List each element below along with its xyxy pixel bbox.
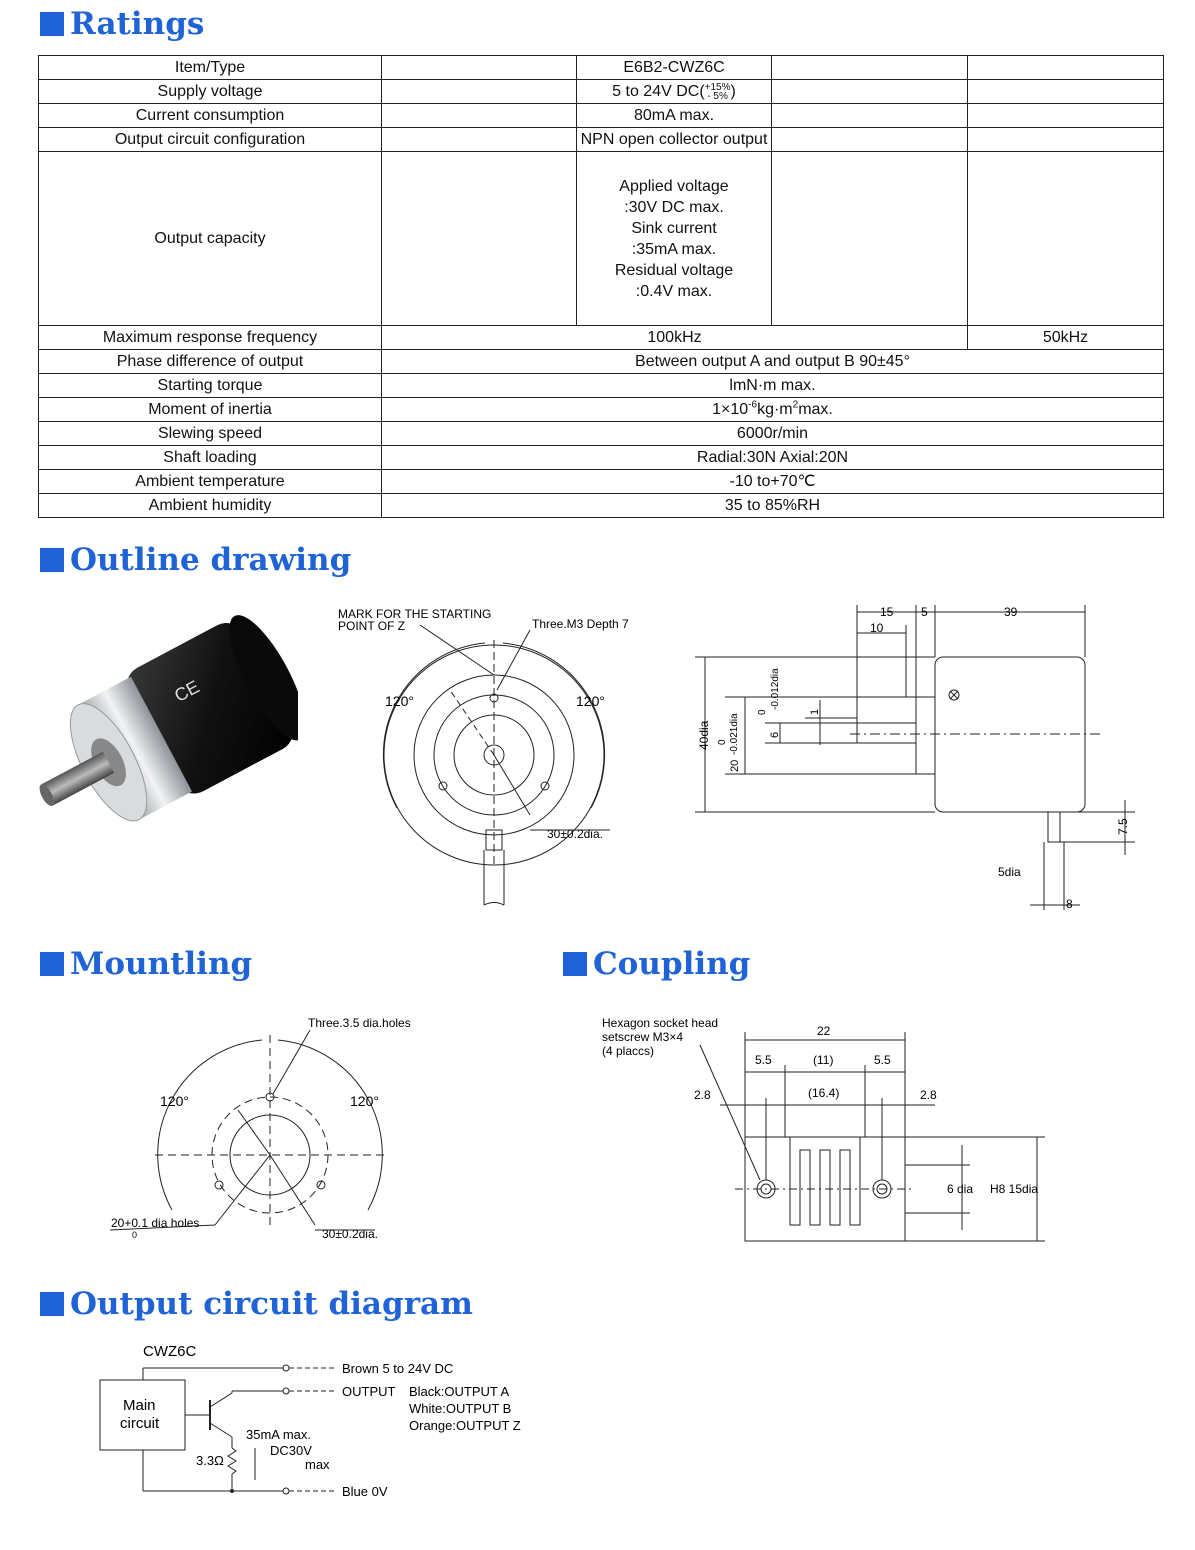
- row-label: Shaft loading: [39, 446, 382, 470]
- empty-cell: [772, 104, 968, 128]
- row-label: Output circuit configuration: [39, 128, 382, 152]
- row-value: [382, 398, 1164, 422]
- dim-5-5b: 5.5: [874, 1053, 891, 1067]
- row-label: Phase difference of output: [39, 350, 382, 374]
- ratings-heading: [40, 6, 204, 42]
- table-row: [39, 128, 1164, 152]
- dim-39: 39: [1004, 605, 1018, 619]
- main-label-1: Main: [123, 1397, 156, 1414]
- mount-pcd-label: 30±0.2dia.: [322, 1227, 378, 1241]
- table-row: [39, 470, 1164, 494]
- row-value: Radial:30N Axial:20N: [382, 446, 1164, 470]
- capacity-line: Residual voltage: [614, 261, 734, 279]
- row-label: Maximum response frequency: [39, 326, 382, 350]
- supply-voltage-text: 5 to 24V DC(: [612, 83, 705, 100]
- row-value: 100kHz: [382, 326, 968, 350]
- ratings-table: [38, 55, 1164, 518]
- circuit-heading-text: Output circuit diagram: [70, 1286, 473, 1322]
- table-row: [39, 152, 1164, 326]
- row-label: Item/Type: [39, 56, 382, 80]
- dim-6dia: 6 dia: [947, 1182, 974, 1196]
- dim-5-5a: 5.5: [755, 1053, 772, 1067]
- dim-10: 10: [870, 621, 884, 635]
- mount-angle-left: 120°: [160, 1093, 189, 1109]
- encoder-photo: [38, 610, 298, 860]
- empty-cell: [772, 128, 968, 152]
- empty-cell: [772, 56, 968, 80]
- circuit-heading: [40, 1286, 473, 1322]
- ratings-heading-text: Ratings: [70, 6, 205, 42]
- dim-20-tol-bottom: -0.021dia: [729, 713, 740, 755]
- table-row: [39, 398, 1164, 422]
- current-label: 35mA max.: [246, 1427, 312, 1442]
- empty-cell: [968, 56, 1164, 80]
- empty-cell: [382, 104, 577, 128]
- dim-6-tol-bottom: -0.012dia: [770, 668, 781, 710]
- row-value: -10 to+70℃: [382, 470, 1164, 494]
- ce-mark: CE: [171, 676, 203, 706]
- inertia-exp: -6: [748, 399, 758, 411]
- empty-cell: [968, 80, 1164, 104]
- screw-label-3: (4 placcs): [602, 1044, 655, 1058]
- outline-front-view: [330, 600, 640, 910]
- dim-2-8b: 2.8: [920, 1088, 937, 1102]
- mounting-heading-text: Mountling: [70, 946, 253, 982]
- row-label: Moment of inertia: [39, 398, 382, 422]
- empty-cell: [382, 56, 577, 80]
- mounting-drawing: [100, 1010, 430, 1250]
- dim-16-4: (16.4): [808, 1086, 840, 1100]
- dim-5dia: 5dia: [998, 865, 1021, 879]
- row-label: Supply voltage: [39, 80, 382, 104]
- blue-label: Blue 0V: [342, 1484, 388, 1499]
- table-row: [39, 350, 1164, 374]
- empty-cell: [382, 80, 577, 104]
- bore-label: 20+0.1 dia holes: [111, 1216, 200, 1230]
- coupling-heading: [563, 946, 750, 982]
- dim-2-8a: 2.8: [694, 1088, 711, 1102]
- mounting-heading: [40, 946, 252, 982]
- row-value-2: 50kHz: [968, 326, 1164, 350]
- dim-20: 20: [729, 759, 741, 772]
- heading-square-icon: [40, 1292, 64, 1316]
- dim-11: (11): [813, 1053, 834, 1067]
- row-label: Starting torque: [39, 374, 382, 398]
- dim-22: 22: [817, 1024, 831, 1038]
- row-label: Ambient temperature: [39, 470, 382, 494]
- outline-heading-text: Outline drawing: [70, 542, 352, 578]
- pcd-label: 30±0.2dia.: [547, 827, 603, 841]
- inertia-a: 1×10: [712, 401, 749, 418]
- mark-label-1: MARK FOR THE STARTING: [338, 607, 492, 621]
- output-label: OUTPUT: [342, 1384, 396, 1399]
- max-label: max: [305, 1457, 330, 1472]
- row-label: Current consumption: [39, 104, 382, 128]
- capacity-line: :35mA max.: [631, 240, 717, 258]
- screw-label-1: Hexagon socket head: [602, 1016, 719, 1030]
- empty-cell: [772, 80, 968, 104]
- row-value: 35 to 85%RH: [382, 494, 1164, 518]
- orange-label: Orange:OUTPUT Z: [409, 1418, 521, 1433]
- table-row: [39, 326, 1164, 350]
- table-row: [39, 104, 1164, 128]
- brown-label: Brown 5 to 24V DC: [342, 1361, 454, 1376]
- outline-side-view: [690, 600, 1160, 915]
- heading-square-icon: [40, 12, 64, 36]
- row-label: Output capacity: [39, 152, 382, 326]
- dim-1: 1: [809, 708, 821, 715]
- row-value: 80mA max.: [577, 104, 772, 128]
- outline-heading: [40, 542, 351, 578]
- black-label: Black:OUTPUT A: [409, 1384, 510, 1399]
- resistor-label: 3.3Ω: [196, 1453, 224, 1468]
- tolerance-bottom: - 5%: [707, 90, 728, 102]
- dim-h8: H8 15dia: [990, 1182, 1039, 1196]
- voltage-label: DC30V: [270, 1443, 312, 1458]
- heading-square-icon: [563, 952, 587, 976]
- empty-cell: [382, 128, 577, 152]
- empty-cell: [968, 104, 1164, 128]
- inertia-b: kg·m: [757, 401, 793, 418]
- circuit-model: CWZ6C: [143, 1343, 197, 1360]
- screw-label-2: setscrew M3×4: [602, 1030, 684, 1044]
- coupling-heading-text: Coupling: [593, 946, 751, 982]
- dim-7-5: 7.5: [1116, 818, 1130, 835]
- mount-holes-label: Three.3.5 dia.holes: [308, 1016, 411, 1030]
- dim-6-tol-top: 0: [757, 709, 768, 715]
- circuit-diagram: [90, 1335, 550, 1505]
- bore-tol: 0: [132, 1230, 138, 1240]
- table-row: [39, 446, 1164, 470]
- empty-cell: [382, 152, 577, 326]
- holes-label: Three.M3 Depth 7: [532, 617, 629, 631]
- row-label: Ambient humidity: [39, 494, 382, 518]
- empty-cell: [772, 152, 968, 326]
- table-row: [39, 494, 1164, 518]
- row-value: E6B2-CWZ6C: [577, 56, 772, 80]
- row-value: 6000r/min: [382, 422, 1164, 446]
- capacity-line: Sink current: [631, 219, 717, 237]
- tolerance-fraction: [705, 83, 731, 101]
- dim-15: 15: [880, 605, 894, 619]
- row-value: NPN open collector output: [577, 128, 772, 152]
- table-row: [39, 374, 1164, 398]
- dim-5: 5: [921, 605, 928, 619]
- angle-right: 120°: [576, 693, 605, 709]
- heading-square-icon: [40, 548, 64, 572]
- capacity-line: :30V DC max.: [624, 198, 724, 216]
- row-value: Between output A and output B 90±45°: [382, 350, 1164, 374]
- main-label-2: circuit: [120, 1415, 160, 1432]
- inertia-sq: 2: [792, 399, 799, 411]
- capacity-line: :0.4V max.: [635, 282, 713, 300]
- dim-8: 8: [1066, 897, 1073, 911]
- coupling-drawing: [595, 1010, 1075, 1250]
- row-value: lmN·m max.: [382, 374, 1164, 398]
- inertia-c: max.: [798, 401, 833, 418]
- mount-angle-right: 120°: [350, 1093, 379, 1109]
- row-label: Slewing speed: [39, 422, 382, 446]
- heading-square-icon: [40, 952, 64, 976]
- supply-suffix: ): [730, 83, 736, 100]
- row-value: [577, 80, 772, 104]
- row-value: [577, 152, 772, 326]
- dim-40dia: 40dia: [697, 720, 711, 750]
- table-row: [39, 80, 1164, 104]
- dim-6: 6: [769, 731, 781, 738]
- dim-20-tol-top: 0: [717, 739, 728, 745]
- white-label: White:OUTPUT B: [409, 1401, 512, 1416]
- table-row: [39, 56, 1164, 80]
- capacity-line: Applied voltage: [619, 177, 729, 195]
- angle-left: 120°: [385, 693, 414, 709]
- empty-cell: [968, 152, 1164, 326]
- table-row: [39, 422, 1164, 446]
- tolerance-top: +15%: [704, 81, 731, 93]
- empty-cell: [968, 128, 1164, 152]
- mark-label-2: POINT OF Z: [338, 619, 406, 633]
